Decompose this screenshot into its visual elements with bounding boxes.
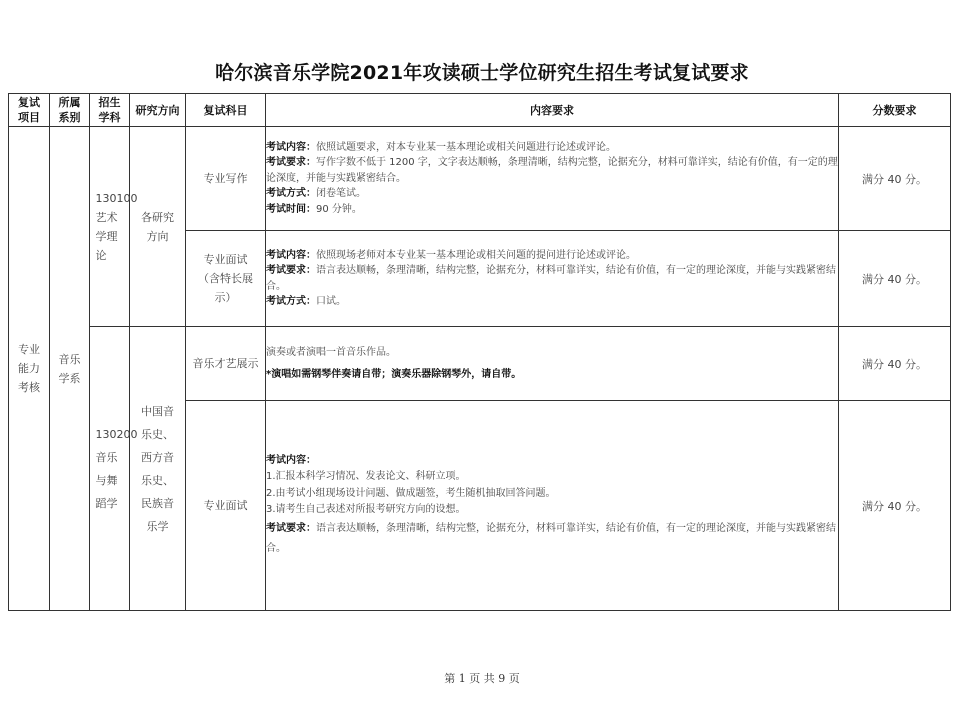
- score-cell-talent: 满分 40 分。: [839, 327, 951, 401]
- requirements-table: [8, 93, 951, 611]
- course-cell-interview-1: 专业面试（含特长展示）: [186, 231, 266, 327]
- course-cell-interview-2: 专业面试: [186, 401, 266, 611]
- dept-cell: 音乐学系: [50, 127, 90, 611]
- content-cell-talent: 演奏或者演唱一首音乐作品。 *演唱如需钢琴伴奏请自带；演奏乐器除钢琴外，请自带。: [266, 327, 839, 401]
- direction-cell-2: 中国音乐史、西方音乐史、民族音乐学: [130, 327, 186, 611]
- header-dept: 所属系别: [50, 94, 90, 127]
- subject-cell-1: 130100艺术学理论: [90, 127, 130, 327]
- direction-cell-1: 各研究方向: [130, 127, 186, 327]
- header-course: 复试科目: [186, 94, 266, 127]
- item-cell: 专业能力考核: [9, 127, 50, 611]
- content-cell-interview-2: 考试内容： 1.汇报本科学习情况、发表论文、科研立项。 2.由考试小组现场设计问题、做成题签，考生随机抽取回答问题。 3.请考生自己表述对所报考研究方向的设想。 考试要求：语言表达顺畅，条理清晰，结构完整，论据充分，材料可靠详实，结论有价值，有一定的理论深度，并能与实践紧密结合。: [266, 401, 839, 611]
- header-direction: 研究方向: [130, 94, 186, 127]
- header-subject: 招生学科: [90, 94, 130, 127]
- content-cell-interview-1: 考试内容：依照现场老师对本专业某一基本理论或相关问题的提问进行论述或评论。 考试要求：语言表达顺畅，条理清晰，结构完整，论据充分，材料可靠详实，结论有价值，有一定的理论深度，并能与实践紧密结合。 考试方式：口试。: [266, 231, 839, 327]
- score-cell-interview-1: 满分 40 分。: [839, 231, 951, 327]
- header-score: 分数要求: [839, 94, 951, 127]
- header-content: 内容要求: [266, 94, 839, 127]
- document-title: 哈尔滨音乐学院2021年攻读硕士学位研究生招生考试复试要求: [215, 62, 749, 84]
- subject-cell-2: 130200音乐与舞蹈学: [90, 327, 130, 611]
- score-cell-interview-2: 满分 40 分。: [839, 401, 951, 611]
- table-row: [9, 127, 951, 231]
- score-cell-writing: 满分 40 分。: [839, 127, 951, 231]
- header-row: [9, 94, 951, 127]
- header-item: 复试项目: [9, 94, 50, 127]
- page-footer: 第 1 页 共 9 页: [444, 672, 520, 685]
- course-cell-writing: 专业写作: [186, 127, 266, 231]
- table-row: [9, 327, 951, 401]
- course-cell-talent: 音乐才艺展示: [186, 327, 266, 401]
- content-cell-writing: 考试内容：依照试题要求，对本专业某一基本理论或相关问题进行论述或评论。 考试要求：写作字数不低于 1200 字，文字表达顺畅，条理清晰，结构完整，论据充分，材料可靠详实，结论有价值，有一定的理论深度，并能与实践紧密结合。 考试方式：闭卷笔试。 考试时间：90 分钟。: [266, 127, 839, 231]
